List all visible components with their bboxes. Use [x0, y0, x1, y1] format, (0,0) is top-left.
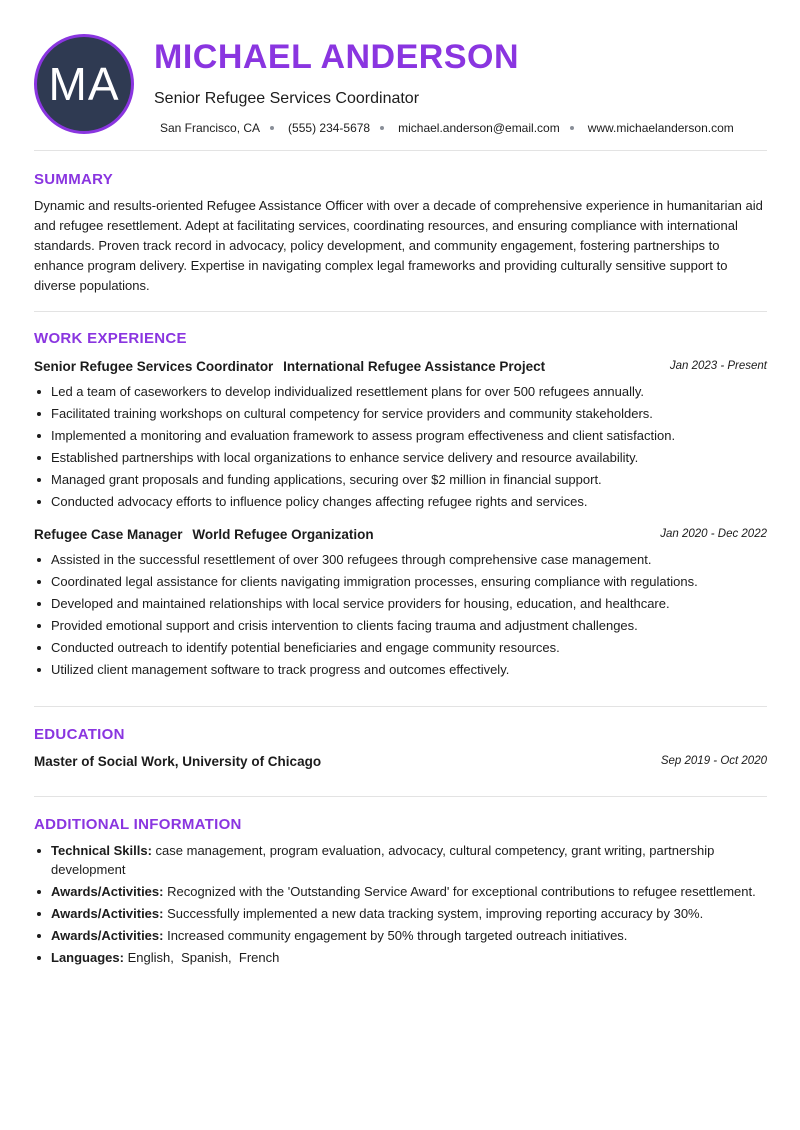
section-divider	[34, 311, 767, 312]
list-item: Established partnerships with local organizations to enhance service delivery and resource availability.	[34, 447, 770, 469]
separator-dot	[570, 126, 574, 130]
list-item: Provided emotional support and crisis intervention to clients facing trauma and adjustment challenges.	[34, 615, 770, 637]
list-item: Conducted outreach to identify potential beneficiaries and engage community resources.	[34, 637, 770, 659]
summary-text: Dynamic and results-oriented Refugee Assistance Officer with over a decade of comprehensive experience in humanitarian aid and refugee resettlement. Adept at facilitating services, coordinating resources, and ensuring compliance with international standards. Proven track record in advocacy, policy development, and community engagement, fostering partnerships to enhance program delivery. Expertise in navigating complex legal frameworks and providing culturally sensitive support to diverse populations.	[34, 198, 763, 293]
section-divider	[34, 706, 767, 707]
info-label: Technical Skills:	[51, 843, 152, 858]
list-item: Led a team of caseworkers to develop individualized resettlement plans for over 500 refugees annually.	[34, 381, 770, 403]
candidate-name: MICHAEL ANDERSON	[154, 38, 520, 76]
list-item: Developed and maintained relationships with local service providers for housing, education, and healthcare.	[34, 593, 770, 615]
info-label: Awards/Activities:	[51, 905, 164, 921]
list-item	[34, 949, 770, 968]
separator-dot	[380, 126, 384, 130]
info-text: case management, program evaluation, advocacy, cultural competency, grant writing, partnership development	[51, 843, 715, 877]
list-item	[34, 905, 770, 924]
job-bullets	[34, 549, 770, 681]
education-entry	[34, 754, 767, 772]
list-item: Managed grant proposals and funding applications, securing over $2 million in financial support.	[34, 469, 770, 491]
list-item: Conducted advocacy efforts to influence policy changes affecting refugee rights and services.	[34, 491, 770, 513]
job-organization: International Refugee Assistance Project	[283, 359, 546, 374]
list-item: Facilitated training workshops on cultural competency for service providers and community stakeholders.	[34, 403, 770, 425]
separator-dot	[270, 126, 274, 130]
education-degree: Master of Social Work, University of Chicago	[34, 754, 322, 769]
job-role: Senior Refugee Services Coordinator	[34, 359, 274, 374]
job-role: Refugee Case Manager	[34, 527, 183, 542]
info-text: Successfully implemented a new data tracking system, improving reporting accuracy by 30%.	[167, 905, 704, 921]
list-item	[34, 842, 770, 879]
experience-heading: WORK EXPERIENCE	[34, 330, 187, 347]
info-label: Awards/Activities:	[51, 883, 164, 899]
info-label: Awards/Activities:	[51, 927, 164, 943]
list-item	[34, 927, 770, 946]
info-text: English, Spanish, French	[127, 950, 280, 965]
job-dates: Jan 2020 - Dec 2022	[660, 528, 767, 540]
info-text: Recognized with the 'Outstanding Service Award' for exceptional contributions to refugee resettlement.	[167, 883, 756, 899]
list-item	[34, 883, 770, 902]
info-label: Languages:	[51, 950, 124, 965]
avatar	[34, 34, 134, 134]
contact-website[interactable]: www.michaelanderson.com	[587, 121, 734, 135]
list-item: Assisted in the successful resettlement of over 300 refugees through comprehensive case management.	[34, 549, 770, 571]
job-dates: Jan 2023 - Present	[669, 360, 767, 372]
education-dates: Sep 2019 - Oct 2020	[660, 755, 767, 767]
job-bullets	[34, 381, 770, 513]
list-item: Coordinated legal assistance for clients navigating immigration processes, ensuring compliance with regulations.	[34, 571, 770, 593]
contact-email[interactable]: michael.anderson@email.com	[398, 121, 560, 135]
education-heading: EDUCATION	[34, 726, 125, 743]
section-divider	[34, 150, 767, 151]
job-organization: World Refugee Organization	[192, 527, 374, 542]
section-divider	[34, 796, 767, 797]
avatar-initials: MA	[48, 58, 120, 110]
candidate-title: Senior Refugee Services Coordinator	[154, 90, 420, 107]
additional-list	[34, 842, 770, 971]
job-header	[34, 359, 767, 377]
additional-heading: ADDITIONAL INFORMATION	[34, 816, 242, 833]
job-header	[34, 527, 767, 545]
list-item: Implemented a monitoring and evaluation framework to assess program effectiveness and client satisfaction.	[34, 425, 770, 447]
contact-location: San Francisco, CA	[160, 121, 261, 135]
summary-heading: SUMMARY	[34, 171, 114, 188]
list-item: Utilized client management software to track progress and outcomes effectively.	[34, 659, 770, 681]
info-text: Increased community engagement by 50% through targeted outreach initiatives.	[167, 927, 628, 943]
contact-bar	[160, 121, 734, 135]
contact-phone: (555) 234-5678	[288, 121, 371, 135]
